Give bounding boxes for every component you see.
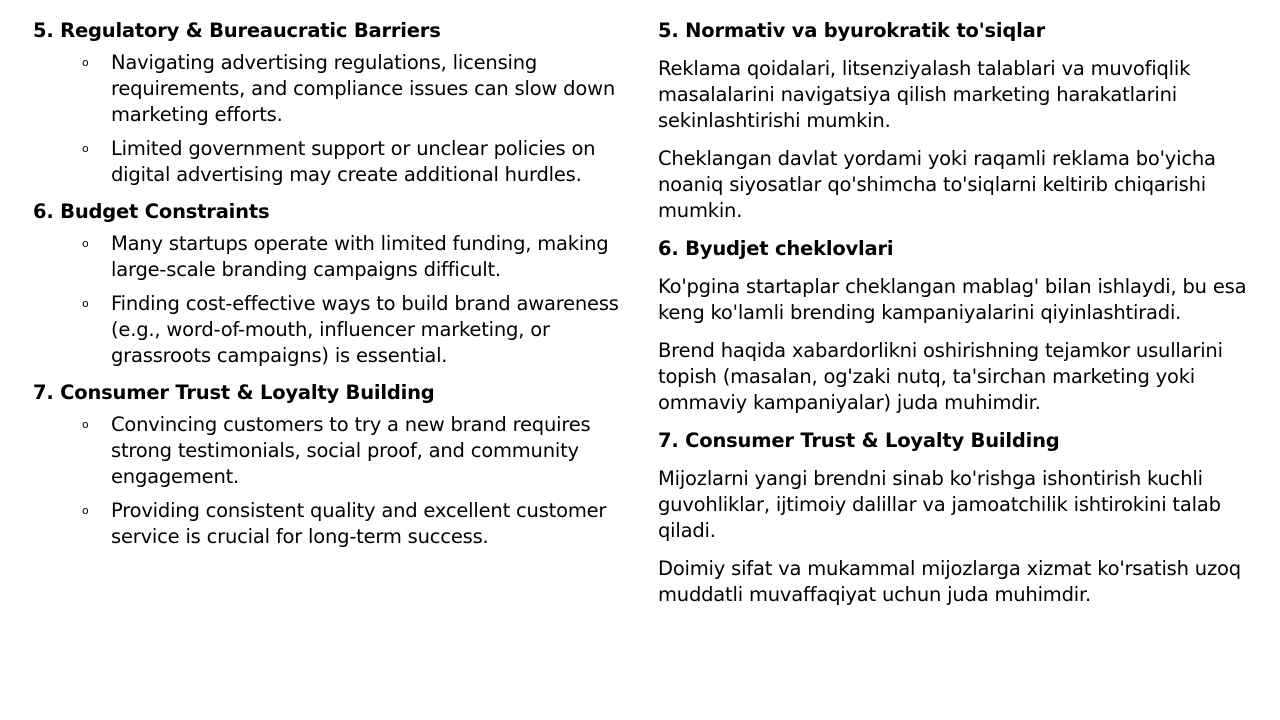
section-consumer-trust-uz — [658, 428, 1258, 608]
section-heading: 5. Normativ va byurokratik to'siqlar — [658, 19, 1046, 42]
bullet-list — [33, 231, 633, 369]
bullet-text: Convincing customers to try a new brand requires strong testimonials, social proof, and community engagement. — [111, 413, 591, 488]
section-byudjet-cheklovlari — [658, 236, 1258, 416]
bullet-list — [33, 50, 633, 188]
uzbek-column — [658, 18, 1258, 620]
bullet-text: Limited government support or unclear policies on digital advertising may create additional hurdles. — [111, 137, 596, 186]
hollow-circle-bullet-icon: o — [82, 56, 89, 69]
paragraph: Reklama qoidalari, litsenziyalash talablari va muvofiqlik masalalarini navigatsiya qilish marketing harakatlarini sekinlashtirishi mumkin. — [658, 57, 1191, 132]
paragraph: Brend haqida xabardorlikni oshirishning tejamkor usullarini topish (masalan, og'zaki nutq, ta'sirchan marketing yoki ommaviy kampaniyalar) juda muhimdir. — [658, 339, 1223, 414]
hollow-circle-bullet-icon: o — [82, 297, 89, 310]
section-consumer-trust — [33, 380, 633, 550]
bullet-list — [33, 412, 633, 550]
bullet-text: Finding cost-effective ways to build brand awareness (e.g., word-of-mouth, influencer marketing, or grassroots campaigns) is essential. — [111, 292, 619, 367]
section-heading: 7. Consumer Trust & Loyalty Building — [658, 429, 1060, 452]
bullet-text: Providing consistent quality and excellent customer service is crucial for long-term success. — [111, 499, 607, 548]
section-heading: 7. Consumer Trust & Loyalty Building — [33, 381, 435, 404]
bullet-text: Navigating advertising regulations, licensing requirements, and compliance issues can slow down marketing efforts. — [111, 51, 615, 126]
hollow-circle-bullet-icon: o — [82, 418, 89, 431]
bullet-text: Many startups operate with limited funding, making large-scale branding campaigns difficult. — [111, 232, 609, 281]
hollow-circle-bullet-icon: o — [82, 142, 89, 155]
section-heading: 6. Budget Constraints — [33, 200, 270, 223]
bullet-item — [82, 231, 633, 283]
bullet-item — [82, 50, 633, 128]
bullet-item — [82, 412, 633, 490]
section-budget-constraints — [33, 199, 633, 369]
hollow-circle-bullet-icon: o — [82, 237, 89, 250]
bullet-item — [82, 498, 633, 550]
bullet-item — [82, 136, 633, 188]
english-column — [33, 18, 633, 561]
hollow-circle-bullet-icon: o — [82, 504, 89, 517]
paragraph: Mijozlarni yangi brendni sinab ko'rishga ishontirish kuchli guvohliklar, ijtimoiy dalillar va jamoatchilik ishtirokini talab qiladi. — [658, 467, 1221, 542]
bullet-item — [82, 291, 633, 369]
paragraph: Doimiy sifat va mukammal mijozlarga xizmat ko'rsatish uzoq muddatli muvaffaqiyat uchun juda muhimdir. — [658, 557, 1241, 606]
paragraph: Cheklangan davlat yordami yoki raqamli reklama bo'yicha noaniq siyosatlar qo'shimcha to'siqlarni keltirib chiqarishi mumkin. — [658, 147, 1216, 222]
section-normativ-tosiqlar — [658, 18, 1258, 224]
section-regulatory-barriers — [33, 18, 633, 188]
section-heading: 5. Regulatory & Bureaucratic Barriers — [33, 19, 441, 42]
section-heading: 6. Byudjet cheklovlari — [658, 237, 894, 260]
paragraph: Ko'pgina startaplar cheklangan mablag' bilan ishlaydi, bu esa keng ko'lamli brending kampaniyalarini qiyinlashtiradi. — [658, 275, 1247, 324]
